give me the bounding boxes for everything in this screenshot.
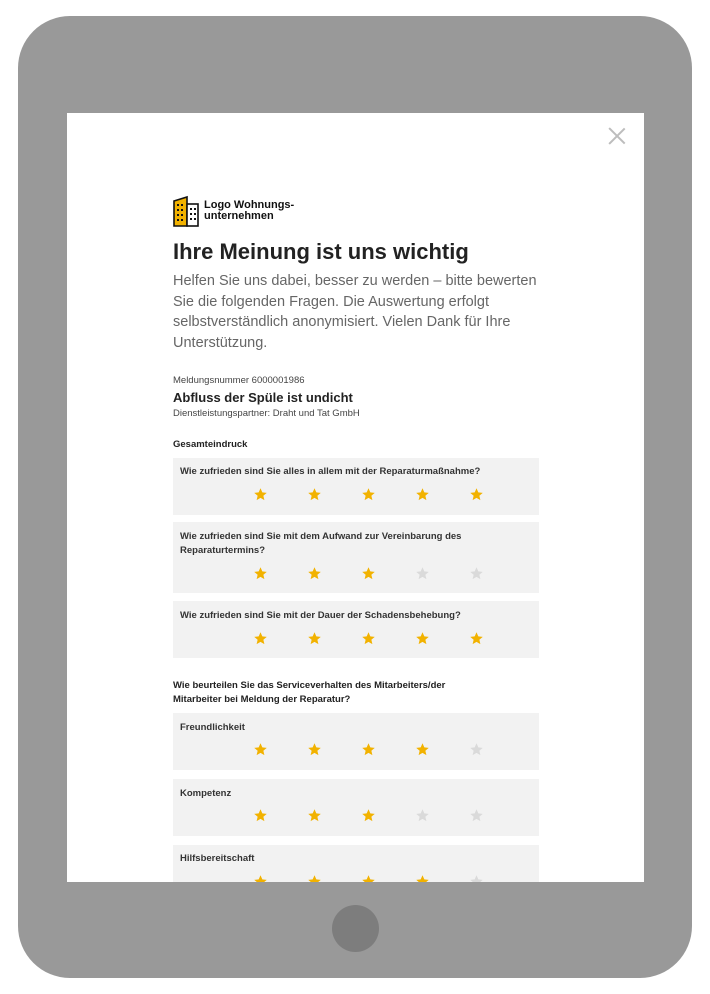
close-icon[interactable] (608, 127, 626, 145)
star-icon[interactable] (341, 566, 395, 582)
question-text: Freundlichkeit (180, 722, 245, 733)
star-rating (233, 566, 503, 582)
section-title: Wie beurteilen Sie das Serviceverhalten des Mitarbeiters/der Mitarbeiter bei Meldung der Reparatur? (173, 680, 446, 705)
star-icon[interactable] (449, 487, 503, 503)
rating-card (173, 845, 539, 882)
section-title: Gesamteindruck (173, 439, 248, 450)
ticket-title: Abfluss der Spüle ist undicht (173, 390, 353, 405)
star-icon[interactable] (287, 487, 341, 503)
ticket-number: Meldungsnummer 6000001986 (173, 375, 305, 386)
home-button[interactable] (332, 905, 379, 952)
question-text: Hilfsbereitschaft (180, 853, 255, 864)
rating-card (173, 779, 539, 836)
question-text: Wie zufrieden sind Sie mit dem Aufwand zur Vereinbarung des Reparaturtermins? (180, 531, 462, 556)
star-icon[interactable] (449, 566, 503, 582)
intro-text: Helfen Sie uns dabei, besser zu werden – bitte bewerten Sie die folgenden Fragen. Die Auswertung erfolgt selbstverständlich anonymisiert. Vielen Dank für Ihre Unterstützung. (173, 273, 537, 351)
star-icon[interactable] (449, 874, 503, 882)
survey-screen (67, 113, 644, 882)
star-icon[interactable] (233, 487, 287, 503)
star-icon[interactable] (395, 808, 449, 824)
logo-text-line2: unternehmen (204, 210, 274, 222)
star-icon[interactable] (233, 631, 287, 647)
rating-card (173, 522, 539, 593)
star-icon[interactable] (341, 874, 395, 882)
star-rating (233, 487, 503, 503)
star-icon[interactable] (287, 566, 341, 582)
star-icon[interactable] (287, 874, 341, 882)
rating-card (173, 601, 539, 658)
star-icon[interactable] (233, 566, 287, 582)
service-partner: Dienstleistungspartner: Draht und Tat GmbH (173, 408, 360, 419)
star-rating (233, 808, 503, 824)
star-icon[interactable] (449, 742, 503, 758)
star-icon[interactable] (449, 808, 503, 824)
question-text: Wie zufrieden sind Sie alles in allem mit der Reparaturmaßnahme? (180, 466, 481, 477)
star-icon[interactable] (395, 487, 449, 503)
logo-text (204, 200, 304, 222)
star-icon[interactable] (395, 874, 449, 882)
logo-text-line1: Logo Wohnungs- (204, 199, 295, 211)
star-icon[interactable] (287, 808, 341, 824)
star-icon[interactable] (341, 631, 395, 647)
star-icon[interactable] (233, 808, 287, 824)
question-text: Kompetenz (180, 788, 232, 799)
star-icon[interactable] (287, 742, 341, 758)
rating-card (173, 713, 539, 770)
star-rating (233, 631, 503, 647)
building-icon (173, 195, 199, 227)
star-rating (233, 874, 503, 882)
survey-content (173, 195, 539, 882)
company-logo (173, 195, 539, 227)
star-icon[interactable] (395, 742, 449, 758)
question-text: Wie zufrieden sind Sie mit der Dauer der Schadensbehebung? (180, 610, 461, 621)
star-icon[interactable] (341, 808, 395, 824)
page-title: Ihre Meinung ist uns wichtig (173, 239, 469, 264)
star-icon[interactable] (395, 566, 449, 582)
star-icon[interactable] (341, 742, 395, 758)
star-rating (233, 742, 503, 758)
star-icon[interactable] (341, 487, 395, 503)
star-icon[interactable] (449, 631, 503, 647)
star-icon[interactable] (233, 874, 287, 882)
star-icon[interactable] (287, 631, 341, 647)
star-icon[interactable] (233, 742, 287, 758)
star-icon[interactable] (395, 631, 449, 647)
rating-card (173, 458, 539, 515)
